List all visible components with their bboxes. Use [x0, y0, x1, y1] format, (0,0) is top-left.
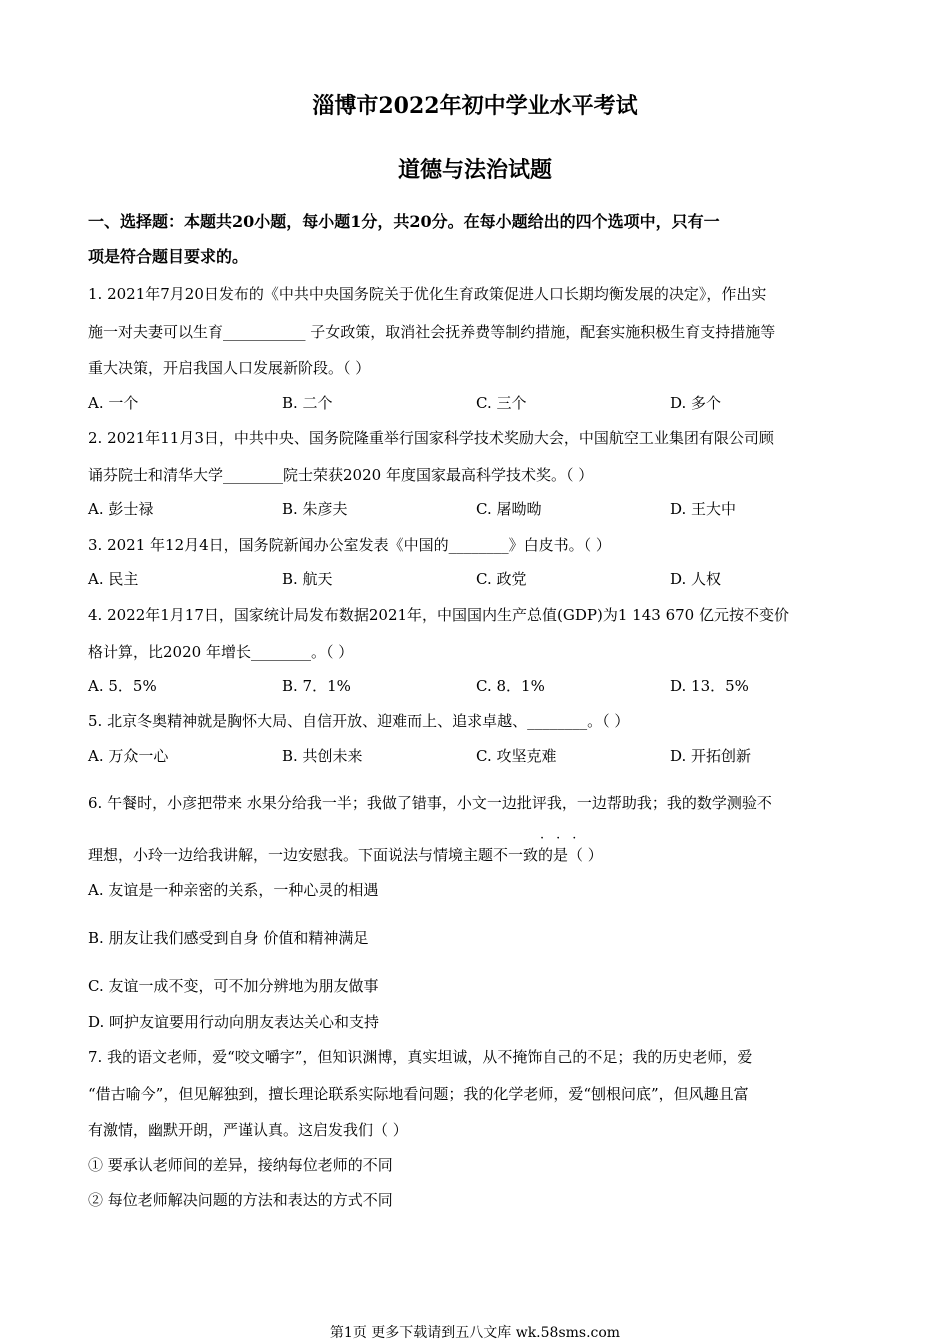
- q3-option-a[interactable]: A. 民主: [88, 570, 139, 588]
- q6-option-c[interactable]: C. 友谊一成不变，可不加分辨地为朋友做事: [88, 977, 379, 995]
- q7-item-2: ② 每位老师解决问题的方法和表达的方式不同: [88, 1191, 393, 1209]
- q2-line1: 2. 2021年11月3日，中共中央、国务院隆重举行国家科学技术奖励大会，中国航空工业集团有限公司顾: [88, 429, 774, 447]
- section-heading-line1: 一、选择题：本题共20小题，每小题1分，共20分。在每小题给出的四个选项中，只有一: [88, 212, 720, 231]
- q2-option-c[interactable]: C. 屠呦呦: [476, 500, 542, 518]
- q1-option-c[interactable]: C. 三个: [476, 394, 527, 412]
- q3-line1: 3. 2021 年12月4日，国务院新闻办公室发表《中国的________》白皮书。（ ）: [88, 536, 611, 554]
- exam-title: 淄博市2022年初中学业水平考试: [312, 93, 638, 119]
- q1-option-d[interactable]: D. 多个: [670, 394, 722, 412]
- q4-line2: 格计算，比2020 年增长________。（ ）: [88, 643, 354, 661]
- q7-line1: 7. 我的语文老师，爱“咬文嚼字”，但知识渊博，真实坦诚，从不掩饰自己的不足；我的历史老师，爱: [88, 1048, 753, 1066]
- q6-option-a[interactable]: A. 友谊是一种亲密的关系，一种心灵的相遇: [88, 881, 379, 899]
- q7-line2: “借古喻今”，但见解独到，擅长理论联系实际地看问题；我的化学老师，爱“刨根问底”，但风趣且富: [88, 1085, 749, 1103]
- q3-option-b[interactable]: B. 航天: [282, 570, 333, 588]
- q4-line1: 4. 2022年1月17日，国家统计局发布数据2021年，中国国内生产总值(GDP)为1 143 670 亿元按不变价: [88, 606, 789, 624]
- q4-option-b[interactable]: B. 7．1%: [282, 677, 351, 695]
- q1-line1: 1. 2021年7月20日发布的《中共中央国务院关于优化生育政策促进人口长期均衡发展的决定》，作出实: [88, 285, 767, 303]
- q2-option-b[interactable]: B. 朱彦夫: [282, 500, 348, 518]
- q5-option-b[interactable]: B. 共创未来: [282, 747, 363, 765]
- q4-option-a[interactable]: A. 5．5%: [88, 677, 157, 695]
- section-heading-line2: 项是符合题目要求的。: [88, 247, 249, 266]
- exam-subtitle: 道德与法治试题: [397, 157, 552, 183]
- q3-option-c[interactable]: C. 政党: [476, 570, 527, 588]
- q6-line2: 理想，小玲一边给我讲解，一边安慰我。下面说法与情境主题不一致的是（ ）: [88, 846, 603, 864]
- q1-option-a[interactable]: A. 一个: [88, 394, 139, 412]
- q6-option-b[interactable]: B. 朋友让我们感受到自身 价值和精神满足: [88, 929, 369, 947]
- q5-line1: 5. 北京冬奥精神就是胸怀大局、自信开放、迎难而上、追求卓越、________。（ ）: [88, 712, 630, 730]
- q6-option-d[interactable]: D. 呵护友谊要用行动向朋友表达关心和支持: [88, 1013, 380, 1031]
- q4-option-c[interactable]: C. 8．1%: [476, 677, 545, 695]
- q6-emphasis-dots: ···: [540, 831, 589, 846]
- page-footer: 第1页 更多下载请到五八文库 wk.58sms.com: [329, 1325, 621, 1341]
- q7-line3: 有激情，幽默开朗，严谨认真。这启发我们（ ）: [88, 1121, 408, 1139]
- q3-option-d[interactable]: D. 人权: [670, 570, 722, 588]
- q1-line3: 重大决策，开启我国人口发展新阶段。（ ）: [88, 359, 371, 377]
- q5-option-c[interactable]: C. 攻坚克难: [476, 747, 557, 765]
- q5-option-a[interactable]: A. 万众一心: [88, 747, 169, 765]
- q1-option-b[interactable]: B. 二个: [282, 394, 333, 412]
- q4-option-d[interactable]: D. 13．5%: [670, 677, 749, 695]
- q2-line2: 诵芬院士和清华大学________院士荣获2020 年度国家最高科学技术奖。（ ）: [88, 466, 594, 484]
- q2-option-d[interactable]: D. 王大中: [670, 500, 737, 518]
- q7-item-1: ① 要承认老师间的差异，接纳每位老师的不同: [88, 1156, 393, 1174]
- q2-option-a[interactable]: A. 彭士禄: [88, 500, 154, 518]
- q6-line1: 6. 午餐时，小彦把带来 水果分给我一半；我做了错事，小文一边批评我，一边帮助我；我的数学测验不: [88, 794, 772, 812]
- q1-line2: 施一对夫妻可以生育___________ 子女政策，取消社会抚养费等制约措施，配套实施积极生育支持措施等: [88, 323, 776, 341]
- q5-option-d[interactable]: D. 开拓创新: [670, 747, 752, 765]
